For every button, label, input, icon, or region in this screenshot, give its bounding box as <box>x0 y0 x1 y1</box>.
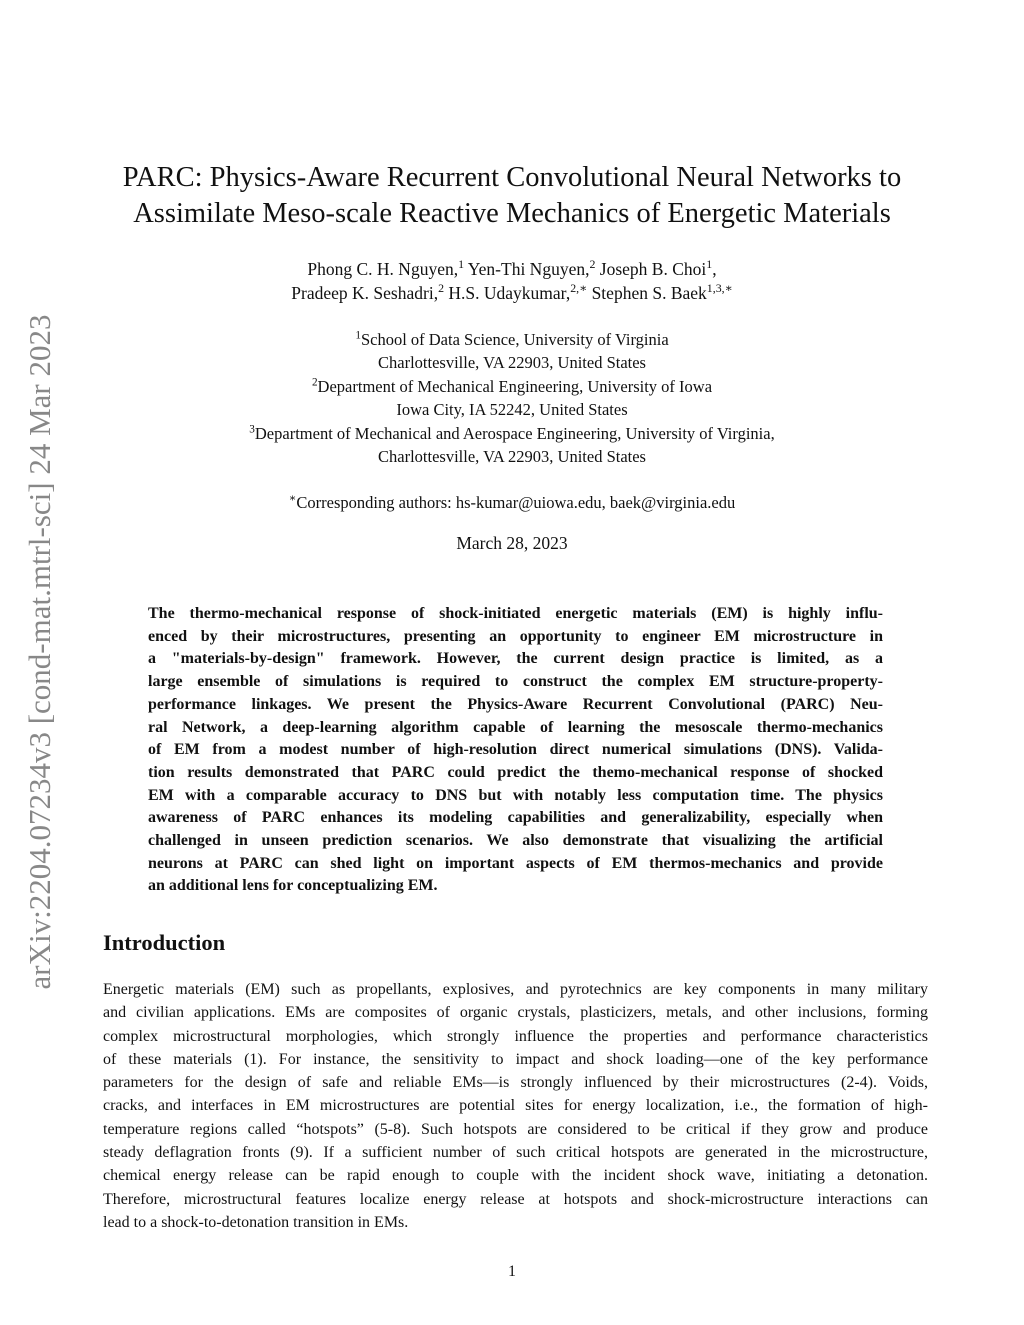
paper-date: March 28, 2023 <box>456 533 568 553</box>
affiliation-name <box>0 328 1024 351</box>
affil-marker: 2 <box>589 257 596 272</box>
text-line: complex microstructural morphologies, which strongly influence the properties and performance characteristics <box>103 1027 928 1045</box>
affil-marker: 1 <box>706 257 713 272</box>
corresponding-text: Corresponding authors: hs-kumar@uiowa.edu, baek@virginia.edu <box>296 493 736 512</box>
text-line: temperature regions called “hotspots” (5-8). Such hotspots are considered to be critical if they grow and produce <box>103 1120 928 1138</box>
text-line: tion results demonstrated that PARC could predict the themo-mechanical response of shocked <box>148 763 883 781</box>
text-line: large ensemble of simulations is required to construct the complex EM structure-property- <box>148 673 883 691</box>
affil-marker: 1 <box>458 257 465 272</box>
text-line: challenged in unseen prediction scenarios. We also demonstrate that visualizing the artificial <box>148 832 883 850</box>
text-line: enced by their microstructures, presenting an opportunity to engineer EM microstructure in <box>148 627 883 645</box>
text-line: neurons at PARC can shed light on important aspects of EM thermos-mechanics and provide <box>148 854 883 872</box>
author: H.S. Udaykumar, <box>444 282 571 303</box>
corresponding-authors <box>0 492 1024 514</box>
text-line: ral Network, a deep-learning algorithm capable of learning the mesoscale thermo-mechanics <box>148 718 883 736</box>
affiliation-address: Iowa City, IA 52242, United States <box>396 400 628 420</box>
text-line: EM with a comparable accuracy to DNS but with notably less computation time. The physics <box>148 786 883 804</box>
page-number: 1 <box>508 1263 516 1280</box>
text-line: chemical energy release can be rapid enough to couple with the incident shock wave, initiating a detonation. <box>103 1167 928 1185</box>
abstract <box>148 603 883 898</box>
affiliation-text: School of Data Science, University of Virginia <box>360 330 669 349</box>
author: Stephen S. Baek <box>587 282 707 303</box>
affil-marker: 2,∗ <box>570 280 588 295</box>
author: Yen-Thi Nguyen, <box>464 259 590 279</box>
arxiv-identifier-stamp: arXiv:2204.07234v3 [cond-mat.mtrl-sci] 24 Mar 2023 <box>22 314 57 990</box>
text-line: cracks, and interfaces in EM microstructures are potential sites for energy localization, i.e., the formation of high- <box>103 1097 928 1115</box>
affiliation-address: Charlottesville, VA 22903, United States <box>378 447 646 467</box>
affil-marker: 2 <box>438 280 445 295</box>
text-line: Energetic materials (EM) such as propellants, explosives, and pyrotechnics are key components in many military <box>103 981 928 998</box>
text-line: an additional lens for conceptualizing EM. <box>148 877 438 895</box>
affiliation-text: Department of Mechanical and Aerospace Engineering, University of Virginia, <box>254 423 775 443</box>
affil-marker: 3 <box>249 423 255 436</box>
text-line: parameters for the design of safe and reliable EMs—is strongly influenced by their microstructures (2-4). Voids, <box>103 1074 928 1092</box>
paper-title <box>0 160 1024 232</box>
corresponding-marker: ∗ <box>288 492 297 505</box>
affil-marker: 1,3,∗ <box>706 280 733 295</box>
author-list <box>0 258 1024 305</box>
text-line: steady deflagration fronts (9). If a sufficient number of such critical hotspots are generated in the microstructure, <box>103 1144 928 1162</box>
author: Pradeep K. Seshadri, <box>291 282 439 303</box>
author-line <box>0 282 1024 306</box>
affil-marker: 2 <box>311 376 318 389</box>
author: Phong C. H. Nguyen, <box>307 259 459 279</box>
text-line: of EM from a modest number of high-resolution direct numerical simulations (DNS). Valida- <box>148 741 883 759</box>
author-line <box>0 258 1024 282</box>
affil-marker: 1 <box>355 329 361 342</box>
introduction-body <box>103 978 928 1234</box>
text-line: and civilian applications. EMs are composites of organic crystals, plasticizers, metals, and other inclusions, forming <box>103 1004 928 1022</box>
text-line: of these materials (1). For instance, the sensitivity to impact and shock loading—one of the key performance <box>103 1050 928 1068</box>
separator: , <box>712 259 717 279</box>
text-line: performance linkages. We present the Physics-Aware Recurrent Convolutional (PARC) Neu- <box>148 695 883 713</box>
author: Joseph B. Choi <box>595 259 707 279</box>
section-heading-introduction: Introduction <box>103 930 226 955</box>
affiliations <box>0 328 1024 468</box>
title-line: PARC: Physics-Aware Recurrent Convolutional Neural Networks to <box>122 162 902 193</box>
affiliation-text: Department of Mechanical Engineering, University of Iowa <box>317 376 713 396</box>
text-line: lead to a shock-to-detonation transition in EMs. <box>103 1213 409 1231</box>
text-line: The thermo-mechanical response of shock-initiated energetic materials (EM) is highly influ- <box>148 605 883 622</box>
text-line: awareness of PARC enhances its modeling capabilities and generalizability, especially when <box>148 809 883 827</box>
affiliation-name <box>0 375 1024 398</box>
affiliation-address: Charlottesville, VA 22903, United States <box>378 353 646 373</box>
affiliation-name <box>0 422 1024 445</box>
text-line: a "materials-by-design" framework. However, the current design practice is limited, as a <box>148 650 883 668</box>
title-line: Assimilate Meso-scale Reactive Mechanics of Energetic Materials <box>133 198 891 229</box>
text-line: Therefore, microstructural features localize energy release at hotspots and shock-microstructure interactions can <box>103 1190 928 1208</box>
